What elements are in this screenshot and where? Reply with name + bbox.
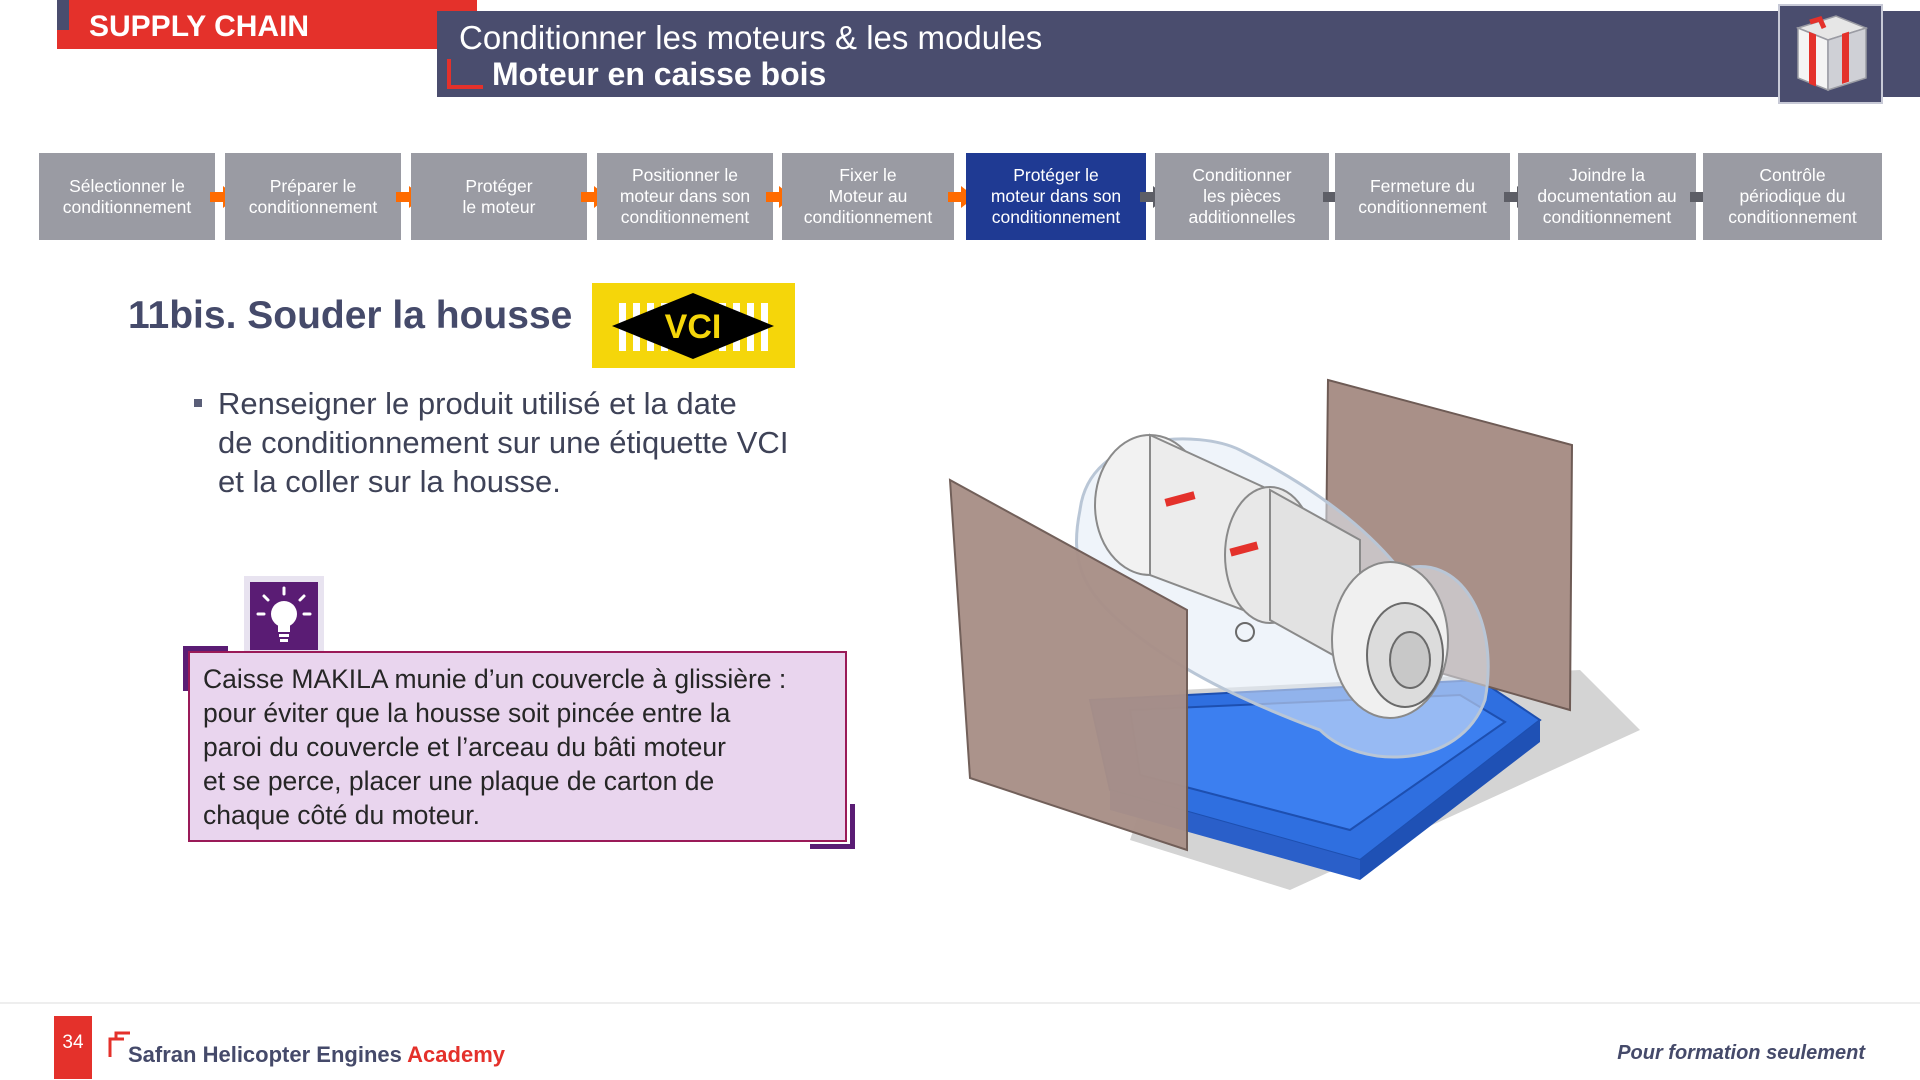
step-fix-engine[interactable]: Fixer le Moteur au conditionnement: [782, 153, 954, 240]
step-prepare-packaging[interactable]: Préparer le conditionnement: [225, 153, 401, 240]
section-tab-notch: [57, 0, 69, 30]
step-protect-engine[interactable]: Protéger le moteur: [411, 153, 587, 240]
brand-name: [128, 1042, 505, 1068]
section-tab: [57, 0, 477, 49]
process-steps: [39, 153, 1882, 240]
step-position-engine[interactable]: Positionner le moteur dans son conditionnement: [597, 153, 773, 240]
vci-label: VCI: [664, 308, 722, 346]
section-title: 11bis. Souder la housse: [128, 294, 573, 337]
tip-text: Caisse MAKILA munie d’un couvercle à glissière : pour éviter que la housse soit pincée entre la paroi du couvercle et l’arceau du bâti moteur et se perce, placer une plaque de carton de chaque côté du moteur.: [203, 664, 787, 830]
page-title: Conditionner les moteurs & les modules: [459, 19, 1043, 56]
brand-accent: Academy: [407, 1042, 505, 1067]
step-close-packaging[interactable]: Fermeture du conditionnement: [1335, 153, 1510, 240]
subtitle-bracket: [447, 59, 483, 89]
step-pack-additional-parts[interactable]: Conditionner les pièces additionnelles: [1155, 153, 1329, 240]
lightbulb-icon: [244, 576, 324, 656]
step-protect-engine-in-packaging[interactable]: Protéger le moteur dans son conditionnement: [966, 153, 1146, 240]
vci-badge: [592, 283, 795, 368]
instruction-text: Renseigner le produit utilisé et la date de conditionnement sur une étiquette VCI et la coller sur la housse.: [218, 386, 789, 499]
page-subtitle: Moteur en caisse bois: [492, 56, 827, 92]
bullet-marker: [194, 399, 202, 407]
engine-pallet-illustration: [940, 370, 1640, 900]
step-periodic-check[interactable]: Contrôle périodique du conditionnement: [1703, 153, 1882, 240]
step-select-packaging[interactable]: Sélectionner le conditionnement: [39, 153, 215, 240]
brand-main: Safran Helicopter Engines: [128, 1042, 408, 1067]
footer-divider: [0, 1002, 1920, 1004]
section-label: SUPPLY CHAIN: [89, 10, 310, 43]
step-attach-documentation[interactable]: Joindre la documentation au conditionnement: [1518, 153, 1696, 240]
disclaimer: Pour formation seulement: [1617, 1042, 1865, 1064]
packaging-box-icon: [1778, 4, 1883, 104]
page-number: 34: [54, 1016, 92, 1079]
title-bar: [437, 11, 1920, 97]
